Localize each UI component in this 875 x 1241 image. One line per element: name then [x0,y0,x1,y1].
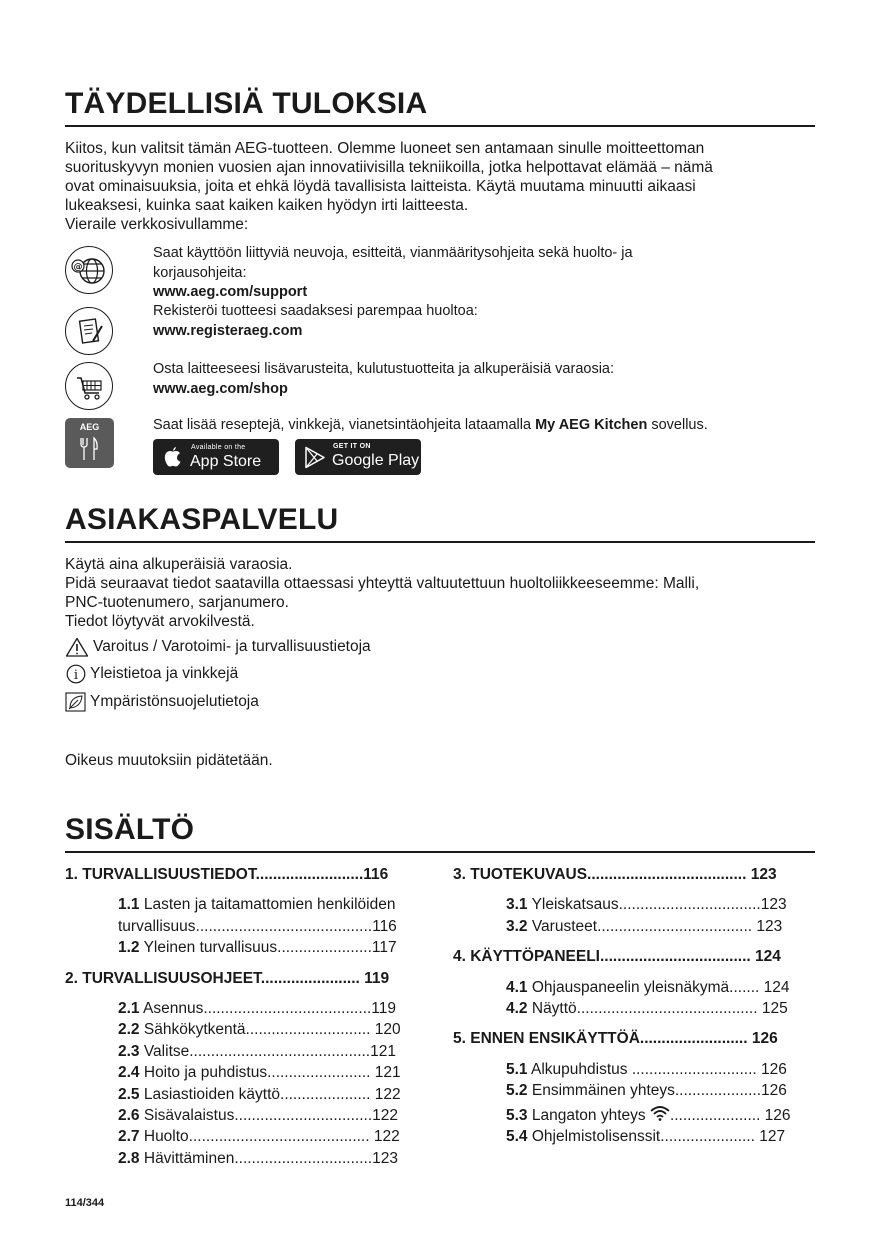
apple-icon [163,446,183,469]
shop-link[interactable]: www.aeg.com/shop [153,380,288,397]
wifi-icon [650,1105,670,1121]
toc-chapter-5[interactable]: 5. ENNEN ENSIKÄYTTÖÄ......................... 126 [453,1030,778,1048]
legend-environment [65,692,259,712]
svg-text:@: @ [73,262,83,273]
svg-text:i: i [73,668,79,683]
legend-label: Yleistietoa ja vinkkejä [90,665,239,682]
paragraph-line: PNC-tuotenumero, sarjanumero. [65,594,289,611]
intro-line: ovat ominaisuuksia, joita et ehkä löydä tavallisista laitteista. Käytä muutama minuutti aikaasi [65,178,696,195]
toc-entry[interactable]: 2.6 Sisävalaistus................................122 [118,1107,398,1125]
page-number: 114/344 [65,1197,105,1209]
service-text: Rekisteröi tuotteesi saadaksesi parempaa huoltoa: [153,303,478,319]
app-promo-text [153,416,813,436]
legend-label: Ympäristönsuojelutietoja [90,693,259,710]
toc-entry[interactable]: 5.4 Ohjelmistolisenssit...................... 127 [506,1128,786,1146]
info-icon [65,664,87,684]
register-document-icon [65,307,113,355]
toc-chapter-4[interactable]: 4. KÄYTTÖPANEELI................................... 124 [453,948,781,966]
aeg-app-icon-label: AEG [79,422,100,432]
aeg-app-icon [65,418,114,468]
service-register [153,302,813,341]
toc-entry[interactable]: 2.7 Huolto.......................................... 122 [118,1128,400,1146]
toc-entry[interactable]: 2.4 Hoito ja puhdistus........................ 121 [118,1064,401,1082]
toc-chapter-3[interactable]: 3. TUOTEKUVAUS..................................... 123 [453,866,777,883]
toc-entry[interactable]: 1.1 Lasten ja taitamattomien henkilöiden [118,896,396,914]
leaf-icon [65,692,87,712]
toc-entry[interactable]: 2.2 Sähkökytkentä............................. 120 [118,1021,401,1039]
toc-chapter-1[interactable]: 1. TURVALLISUUSTIEDOT.........................116 [65,866,389,883]
google-play-big-text: Google Play [332,452,420,469]
google-play-button[interactable] [295,439,421,475]
toc-entry[interactable]: 1.2 Yleinen turvallisuus......................117 [118,939,397,957]
paragraph-line: Pidä seuraavat tiedot saatavilla ottaessasi yhteyttä valtuutettuun huoltoliikkeeseemme: Malli, [65,575,700,592]
toc-left-column [65,864,440,1169]
toc-entry[interactable]: 5.2 Ensimmäinen yhteys....................126 [506,1082,787,1100]
toc-chapter-2[interactable]: 2. TURVALLISUUSOHJEET....................... 119 [65,969,390,987]
section-title-taydellisia-tuloksia: TÄYDELLISIÄ TULOKSIA [65,86,815,127]
service-support [153,244,813,303]
intro-line: suorituskyvyn monien vuosien ajan innovatiivisilla tekniikoilla, jotka helpottavat elämää – nämä [65,159,713,176]
toc-right-column [453,864,828,1147]
app-name: My AEG Kitchen [535,417,648,433]
paragraph-line: Käytä aina alkuperäisiä varaosia. [65,556,293,573]
intro-line: Vieraile verkkosivullamme: [65,216,249,233]
app-store-small-text: Available on the [191,444,246,451]
legend-warning [65,637,371,657]
cutlery-icon [79,436,100,462]
toc-entry[interactable]: 3.1 Yleiskatsaus.................................123 [506,896,787,914]
app-store-big-text: App Store [190,453,262,470]
support-globe-icon [65,246,113,294]
change-note: Oikeus muutoksiin pidätetään. [65,752,273,769]
legend-info [65,664,238,684]
register-link[interactable]: www.registeraeg.com [153,322,303,339]
toc-entry[interactable]: 5.1 Alkupuhdistus ............................. 126 [506,1060,787,1078]
toc-entry[interactable]: 2.1 Asennus.......................................119 [118,1000,396,1018]
toc-entry[interactable]: 2.3 Valitse..........................................121 [118,1042,396,1060]
section-title-asiakaspalvelu: ASIAKASPALVELU [65,502,815,543]
app-text-prefix: Saat lisää reseptejä, vinkkejä, vianetsintäohjeita lataamalla [153,417,536,433]
intro-line: Kiitos, kun valitsit tämän AEG-tuotteen. Olemme luoneet sen antamaan sinulle moitteettoman [65,140,705,157]
support-link[interactable]: www.aeg.com/support [153,284,308,300]
service-text: Saat käyttöön liittyviä neuvoja, esitteitä, vianmääritysohjeita sekä huolto- ja [153,245,633,261]
intro-paragraph [65,139,815,234]
paragraph-line: Tiedot löytyvät arvokilvestä. [65,613,255,630]
legend-label: Varoitus / Varotoimi- ja turvallisuustietoja [93,638,371,655]
service-shop [153,360,813,399]
section-title-sisalto: SISÄLTÖ [65,812,815,853]
toc-entry[interactable]: 5.3 Langaton yhteys ..................... 126 [506,1106,791,1124]
toc-entry[interactable]: 2.5 Lasiastioiden käyttö..................... 122 [118,1085,401,1103]
intro-line: lukeaksesi, kuinka saat kaiken kaiken hyödyn irti laitteesta. [65,197,469,214]
google-play-icon [304,446,327,469]
toc-entry[interactable]: turvallisuus.........................................116 [118,917,397,935]
customer-service-paragraph [65,555,815,631]
toc-entry[interactable]: 4.1 Ohjauspaneelin yleisnäkymä....... 124 [506,978,790,996]
toc-entry[interactable]: 3.2 Varusteet.................................... 123 [506,917,783,935]
service-text: Osta laitteeseesi lisävarusteita, kulutustuotteita ja alkuperäisiä varaosia: [153,361,615,377]
app-text-suffix: sovellus. [647,417,708,433]
warning-triangle-icon [65,637,89,657]
google-play-small-text: GET IT ON [333,443,371,450]
toc-entry[interactable]: 4.2 Näyttö.......................................... 125 [506,1000,788,1018]
app-store-button[interactable] [153,439,279,475]
service-text: korjausohjeita: [153,264,247,281]
shopping-cart-icon [65,362,113,410]
toc-entry[interactable]: 2.8 Hävittäminen................................123 [118,1149,398,1167]
